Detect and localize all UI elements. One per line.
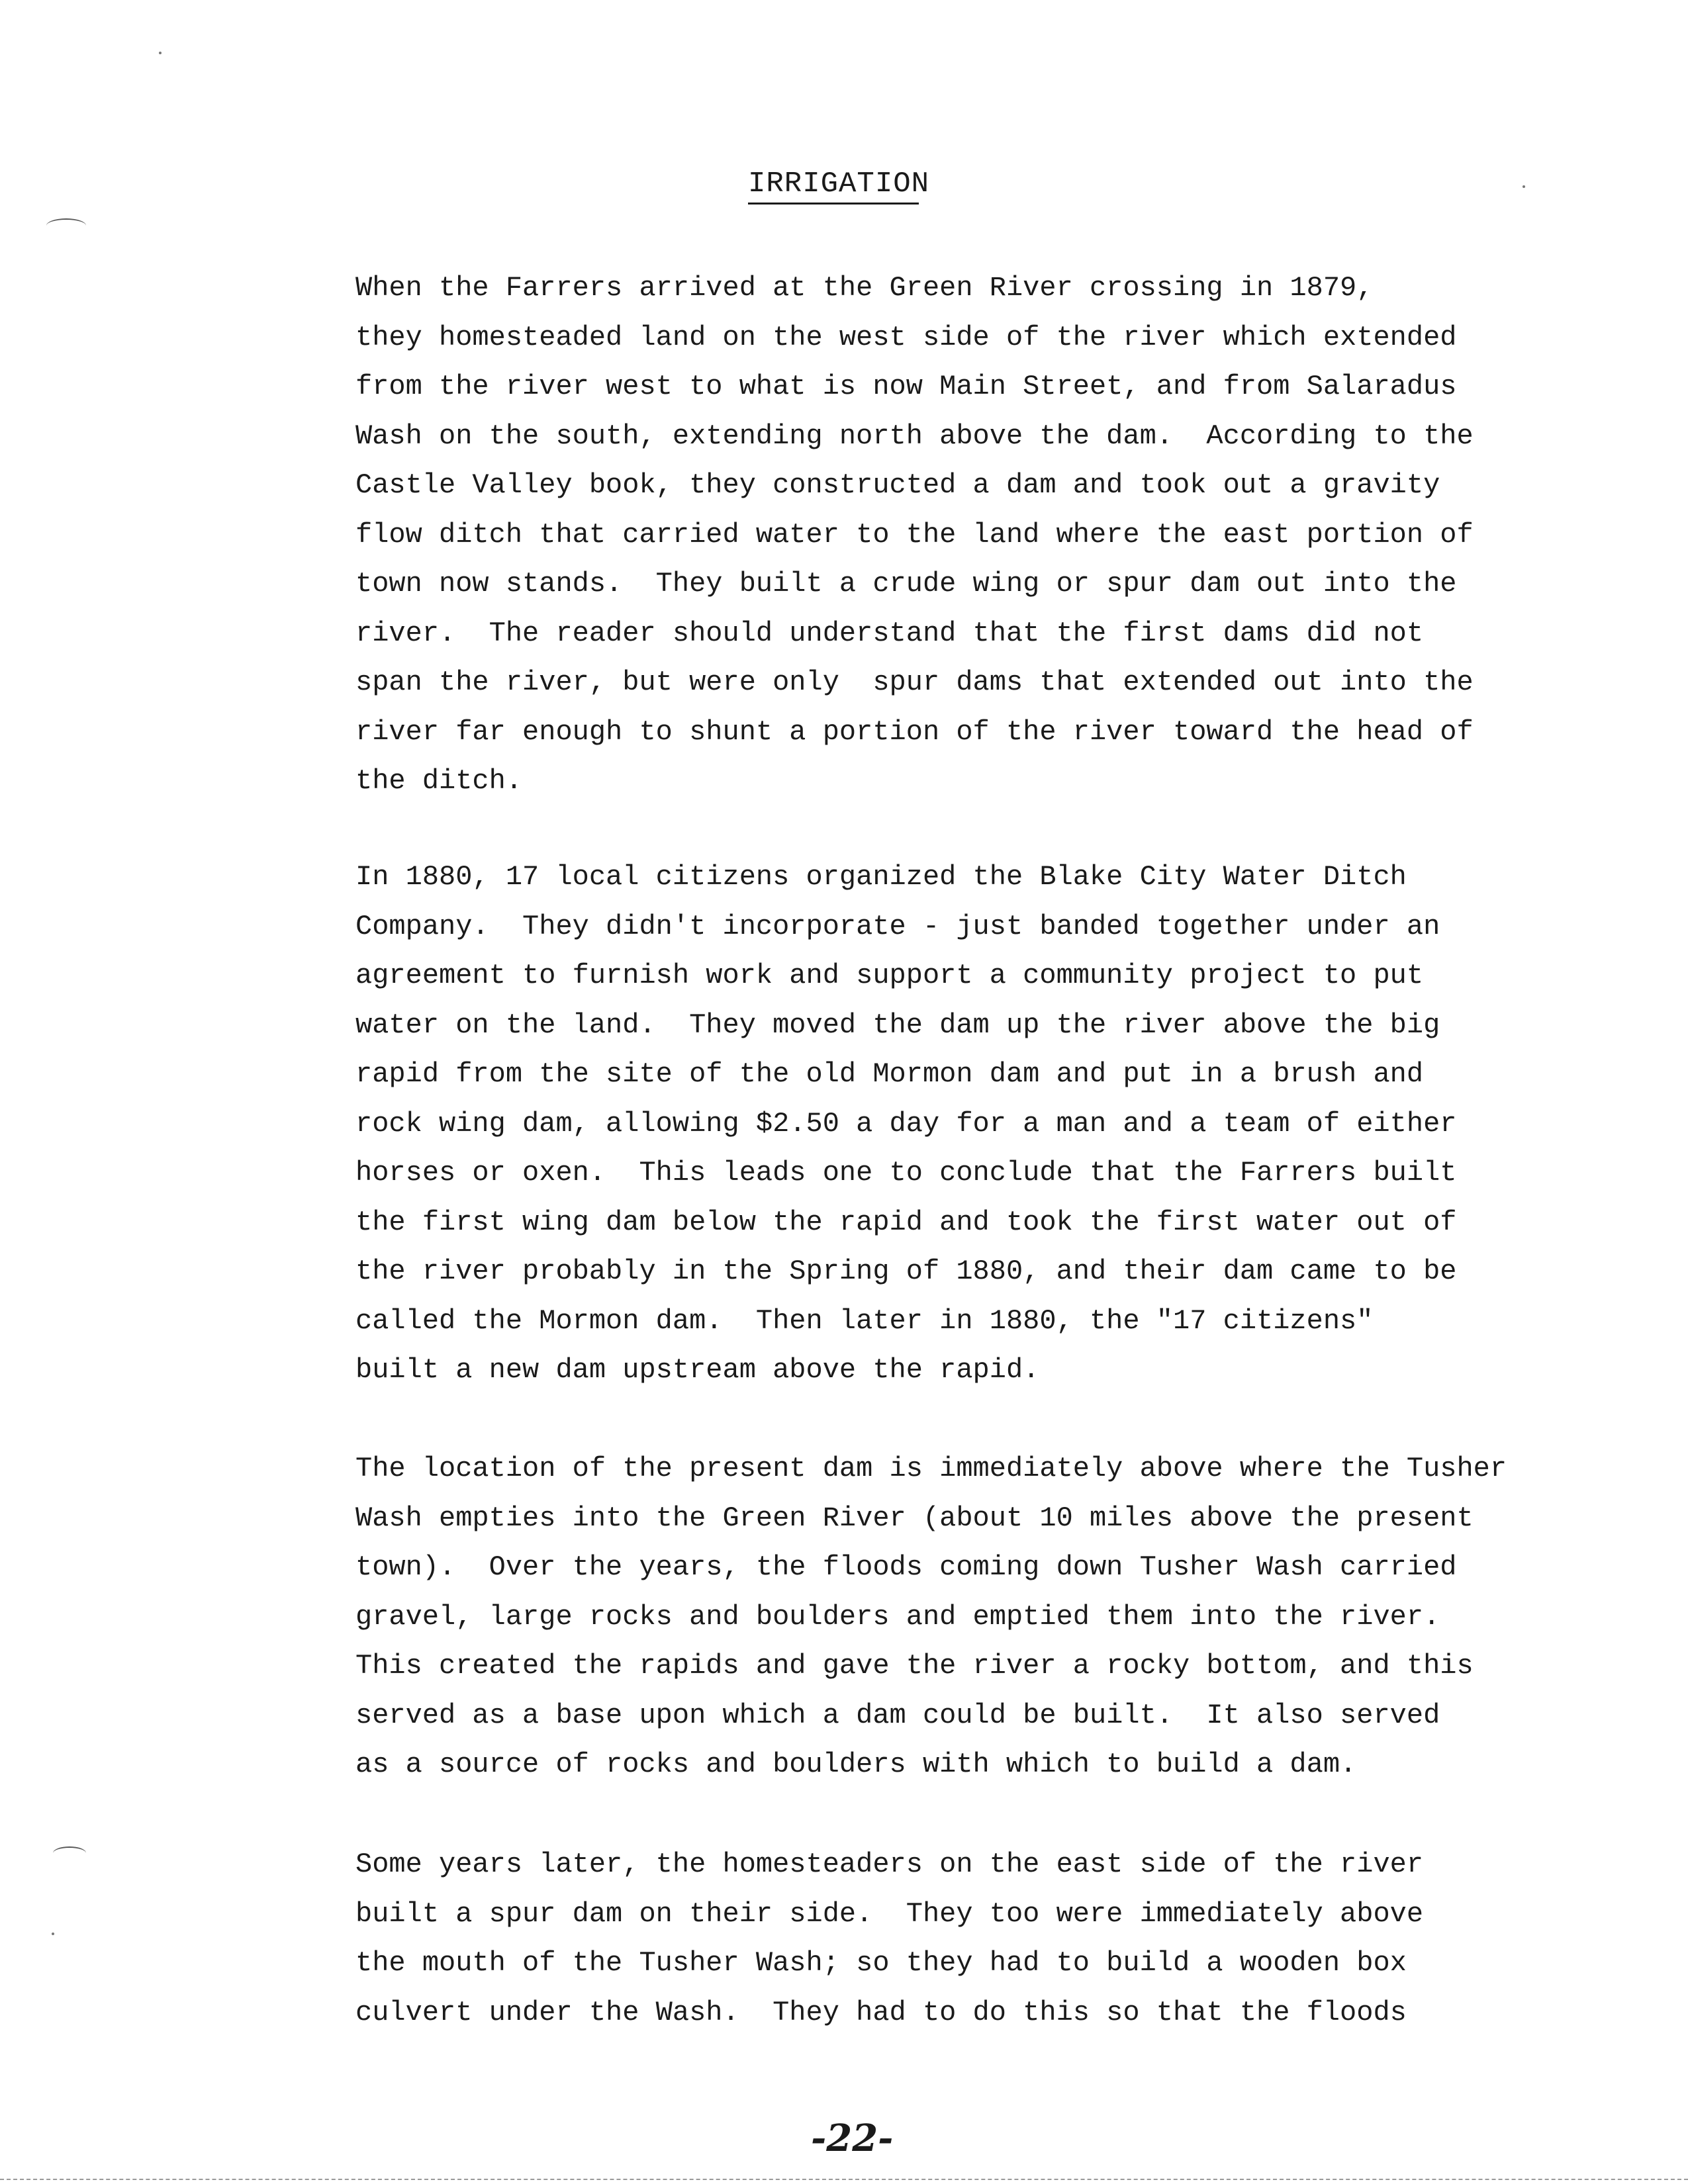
text-line: they homesteaded land on the west side of the river which extended <box>355 321 1457 353</box>
text-line: river far enough to shunt a portion of the river toward the head of <box>355 715 1474 748</box>
text-line: rock wing dam, allowing $2.50 a day for a man and a team of either <box>355 1107 1457 1140</box>
scan-speck <box>159 52 162 54</box>
text-line: Company. They didn't incorporate - just banded together under an <box>355 910 1440 942</box>
text-line: The location of the present dam is immediately above where the Tusher <box>355 1453 1507 1484</box>
text-line: the first wing dam below the rapid and took the first water out of <box>355 1206 1457 1238</box>
text-line: rapid from the site of the old Mormon dam and put in a brush and <box>355 1058 1424 1090</box>
scan-speck <box>1523 185 1525 188</box>
text-line: the mouth of the Tusher Wash; so they had to build a wooden box <box>355 1947 1407 1979</box>
text-line: gravel, large rocks and boulders and emptied them into the river. <box>355 1600 1440 1633</box>
page-title: IRRIGATION <box>748 167 930 201</box>
text-line: Castle Valley book, they constructed a dam and took out a gravity <box>355 469 1440 501</box>
scan-speck <box>52 1933 54 1935</box>
paragraph-3 <box>355 1444 1521 1790</box>
text-line: from the river west to what is now Main Street, and from Salaradus <box>355 371 1457 402</box>
text-line: agreement to furnish work and support a community project to put <box>355 960 1424 991</box>
text-line: as a source of rocks and boulders with which to build a dam. <box>355 1749 1357 1780</box>
text-line: When the Farrers arrived at the Green River crossing in 1879, <box>355 272 1374 304</box>
text-line: flow ditch that carried water to the land where the east portion of <box>355 518 1474 551</box>
text-line: served as a base upon which a dam could be built. It also served <box>355 1699 1440 1731</box>
scan-artifact-top-left <box>46 218 86 233</box>
paragraph-4 <box>355 1840 1521 2037</box>
text-line: Wash on the south, extending north above the dam. According to the <box>355 420 1474 452</box>
text-line: called the Mormon dam. Then later in 1880, the "17 citizens" <box>355 1304 1374 1337</box>
text-line: Wash empties into the Green River (about 10 miles above the present <box>355 1502 1474 1534</box>
text-line: span the river, but were only spur dams that extended out into the <box>355 666 1474 698</box>
text-line: river. The reader should understand that the first dams did not <box>355 617 1424 649</box>
text-line: Some years later, the homesteaders on the east side of the river <box>355 1848 1424 1880</box>
text-line: the ditch. <box>355 765 523 797</box>
text-line: This created the rapids and gave the river a rocky bottom, and this <box>355 1650 1474 1682</box>
text-line: culvert under the Wash. They had to do this so that the floods <box>355 1996 1407 2028</box>
text-line: horses or oxen. This leads one to conclude that the Farrers built <box>355 1157 1457 1189</box>
text-line: the river probably in the Spring of 1880, and their dam came to be <box>355 1255 1457 1287</box>
page-number: -22- <box>811 2116 894 2160</box>
title-underline <box>748 203 919 205</box>
text-line: town now stands. They built a crude wing or spur dam out into the <box>355 568 1457 600</box>
paragraph-1 <box>355 263 1521 806</box>
paragraph-2 <box>355 852 1521 1395</box>
text-line: In 1880, 17 local citizens organized the Blake City Water Ditch <box>355 861 1407 893</box>
scan-artifact-mid-left <box>53 1846 86 1860</box>
text-line: built a spur dam on their side. They too were immediately above <box>355 1897 1424 1930</box>
text-line: built a new dam upstream above the rapid. <box>355 1354 1040 1386</box>
text-line: water on the land. They moved the dam up the river above the big <box>355 1009 1440 1041</box>
scan-bottom-edge <box>0 2179 1688 2180</box>
text-line: town). Over the years, the floods coming down Tusher Wash carried <box>355 1551 1457 1583</box>
